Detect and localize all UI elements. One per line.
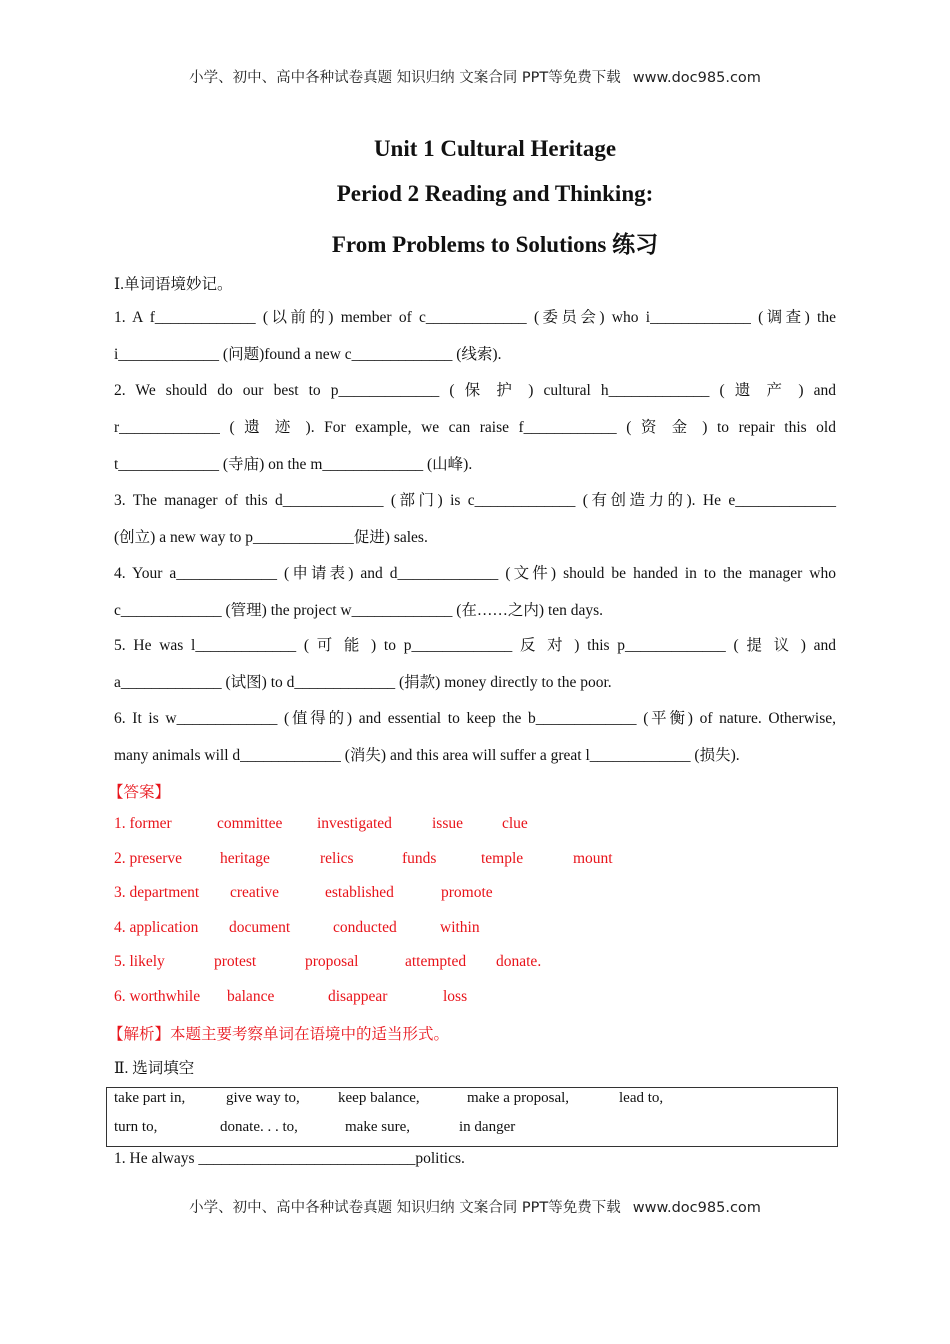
phrase: make sure,	[345, 1119, 410, 1135]
answer-word: investigated	[317, 815, 392, 832]
page-header	[0, 66, 950, 87]
phrase: turn to,	[114, 1119, 158, 1135]
header-text: 小学、初中、高中各种试卷真题 知识归纳 文案合同 PPT等免费下载	[189, 70, 621, 86]
answer-word: 1. former	[114, 815, 172, 832]
answer-word: 6. worthwhile	[114, 988, 201, 1005]
question-line: i_____________ (问题)found a new c_____________ (线索).	[114, 346, 502, 363]
title-line-3: From Problems to Solutions 练习	[331, 232, 659, 257]
title-line-2: Period 2 Reading and Thinking:	[336, 181, 654, 206]
phrase: in danger	[459, 1119, 516, 1135]
phrase: donate. . . to,	[220, 1119, 298, 1135]
header-site: www.doc985.com	[632, 70, 761, 86]
question-4	[114, 555, 836, 629]
answer-word: 5. likely	[114, 953, 165, 970]
answer-word: heritage	[220, 850, 270, 867]
question-line: 4. Your a_____________ (申请表) and d_____________ (文件) should be handed in to the manager who	[114, 565, 836, 582]
question-line: 1. A f_____________ (以前的) member of c_____________ (委员会) who i_____________ (调查) the	[114, 309, 836, 326]
question-line: many animals will d_____________ (消失) and this area will suffer a great l_____________ (损失).	[114, 747, 740, 764]
answer-word: protest	[214, 953, 257, 970]
answer-word: balance	[227, 988, 275, 1005]
answer-word: established	[325, 884, 394, 901]
answer-word: funds	[402, 850, 437, 867]
question-line: 2. We should do our best to p_____________ ( 保 护 ) cultural h_____________ ( 遗 产 ) and	[114, 382, 836, 399]
phrase: make a proposal,	[467, 1090, 570, 1106]
question-line: r_____________ ( 遗 迹 ). For example, we can raise f____________ ( 资 金 ) to repair this old	[114, 419, 836, 436]
question-1	[114, 299, 836, 373]
phrase: lead to,	[619, 1090, 664, 1106]
phrase: give way to,	[226, 1090, 300, 1106]
section-2-title: Ⅱ. 选词填空	[114, 1060, 195, 1077]
page-footer	[0, 1196, 950, 1217]
answer-word: temple	[481, 850, 524, 867]
phrase-box	[106, 1087, 838, 1147]
answer-word: 4. application	[114, 919, 199, 936]
answer-word: committee	[217, 815, 283, 832]
answer-word: issue	[432, 815, 463, 832]
question-line: c_____________ (管理) the project w_____________ (在……之内) ten days.	[114, 602, 604, 619]
phrase: keep balance,	[338, 1090, 420, 1106]
answer-word: donate.	[496, 953, 542, 970]
answer-word: 2. preserve	[114, 850, 182, 867]
answer-word: relics	[320, 850, 354, 867]
title-line-1: Unit 1 Cultural Heritage	[373, 136, 617, 161]
answer-word: disappear	[328, 988, 388, 1005]
answer-word: loss	[443, 988, 468, 1005]
answer-word: conducted	[333, 919, 397, 936]
question-line: (创立) a new way to p_____________促进) sales.	[114, 529, 428, 546]
question-6	[114, 700, 836, 774]
question-2	[114, 372, 836, 483]
question-line: a_____________ (试图) to d_____________ (捐款) money directly to the poor.	[114, 674, 612, 691]
answers-explanation: 【解析】本题主要考察单词在语境中的适当形式。	[108, 1026, 450, 1043]
question-5	[114, 627, 836, 701]
answer-word: promote	[441, 884, 493, 901]
question-3	[114, 482, 836, 556]
answer-word: attempted	[405, 953, 467, 970]
question-line: 5. He was l_____________ ( 可 能 ) to p_____________ 反 对 ) this p_____________ ( 提 议 ) and	[114, 637, 836, 654]
answer-word: within	[440, 919, 480, 936]
footer-site: www.doc985.com	[632, 1200, 761, 1216]
section-2-question-1: 1. He always ____________________________politics.	[114, 1150, 465, 1167]
answer-word: creative	[230, 884, 280, 901]
answers-heading: 【答案】	[108, 784, 171, 801]
answer-word: clue	[502, 815, 528, 832]
answer-word: 3. department	[114, 884, 200, 901]
question-line: t_____________ (寺庙) on the m_____________ (山峰).	[114, 456, 473, 473]
answer-word: mount	[573, 850, 613, 867]
question-line: 3. The manager of this d_____________ (部门) is c_____________ (有创造力的). He e_____________	[114, 492, 836, 509]
section-1-title: Ⅰ.单词语境妙记。	[114, 276, 233, 293]
footer-text: 小学、初中、高中各种试卷真题 知识归纳 文案合同 PPT等免费下载	[189, 1200, 621, 1216]
question-line: 6. It is w_____________ (值得的) and essential to keep the b_____________ (平衡) of nature. Otherwise,	[114, 710, 836, 727]
answer-word: proposal	[305, 953, 359, 970]
answer-word: document	[229, 919, 291, 936]
phrase: take part in,	[114, 1090, 186, 1106]
